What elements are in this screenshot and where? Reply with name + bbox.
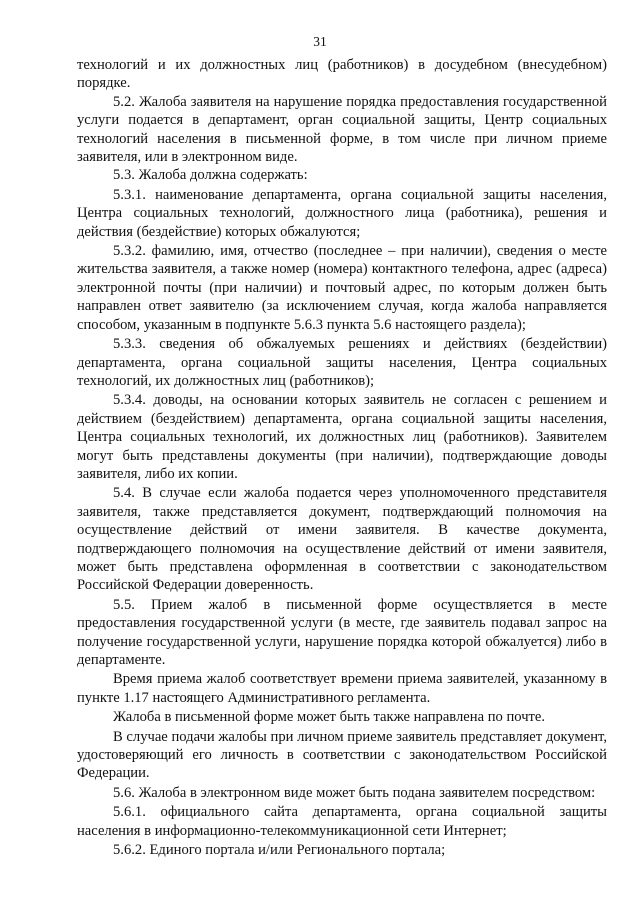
paragraph-5-6: 5.6. Жалоба в электронном виде может быть подана заявителем посредством: — [113, 784, 596, 801]
paragraph-5-3-1: 5.3.1. наименование департамента, органа социальной защиты населения, Центра социальных технологий, должностного лица (работника), решения и действия (бездействие) которых обжалуются; — [77, 186, 607, 240]
paragraph-personal-reception: В случае подачи жалобы при личном приеме заявитель представляет документ, удостоверяющий его личность в соответствии с законодательством Российской Федерации. — [77, 728, 607, 782]
paragraph-5-5: 5.5. Прием жалоб в письменной форме осуществляется в месте предоставления государственной услуги (в месте, где заявитель подавал запрос на получение государственной услуги, нарушение порядка которой обжалуется) либо в департаменте. — [77, 596, 607, 668]
document-body — [77, 56, 607, 859]
paragraph-5-2: 5.2. Жалоба заявителя на нарушение порядка предоставления государственной услуги подается в департамент, орган социальной защиты, Центр социальных технологий населения в письменной форме, в том числе при личном приеме заявителя, или в электронном виде. — [77, 93, 607, 166]
paragraph-reception-time: Время приема жалоб соответствует времени приема заявителей, указанному в пункте 1.17 настоящего Административного регламента. — [77, 671, 607, 706]
paragraph-5-3-4: 5.3.4. доводы, на основании которых заявитель не согласен с решением и действием (бездействием) департамента, органа социальной защиты населения, Центра социальных технологий, их должностных лиц (работников). Заявителем могут быть представлены документы (при наличии), подтверждающие доводы заявителя, либо их копии. — [77, 392, 607, 482]
paragraph-5-6-2: 5.6.2. Единого портала и/или Регионального портала; — [113, 842, 446, 859]
paragraph-5-3: 5.3. Жалоба должна содержать: — [113, 167, 308, 184]
paragraph-5-3-2: 5.3.2. фамилию, имя, отчество (последнее – при наличии), сведения о месте жительства заявителя, а также номер (номера) контактного телефона, адрес (адреса) электронной почты (при наличии) и почтовый адрес, по которым должен быть направлен ответ заявителю (за исключением случая, когда жалоба направляется способом, указанным в подпункте 5.6.3 пункта 5.6 настоящего раздела); — [77, 243, 607, 333]
paragraph-by-mail: Жалоба в письменной форме может быть также направлена по почте. — [113, 709, 546, 726]
paragraph-5-3-3: 5.3.3. сведения об обжалуемых решениях и действиях (бездействии) департамента, органа социальной защиты населения, Центра социальных технологий, их должностных лиц (работников); — [77, 336, 607, 389]
paragraph-continuation: технологий и их должностных лиц (работников) в досудебном (внесудебном) порядке. — [77, 57, 607, 92]
paragraph-5-6-1: 5.6.1. официального сайта департамента, органа социальной защиты населения в информационно-телекоммуникационной сети Интернет; — [77, 804, 607, 839]
paragraph-5-4: 5.4. В случае если жалоба подается через уполномоченного представителя заявителя, также представляется документ, подтверждающий полномочия на осуществление действий от имени заявителя. В качестве документа, подтверждающего полномочия на осуществление действий от имени заявителя, может быть представлена оформленная в соответствии с законодательством Российской Федерации доверенность. — [77, 485, 607, 594]
page-number: 31 — [313, 34, 327, 49]
